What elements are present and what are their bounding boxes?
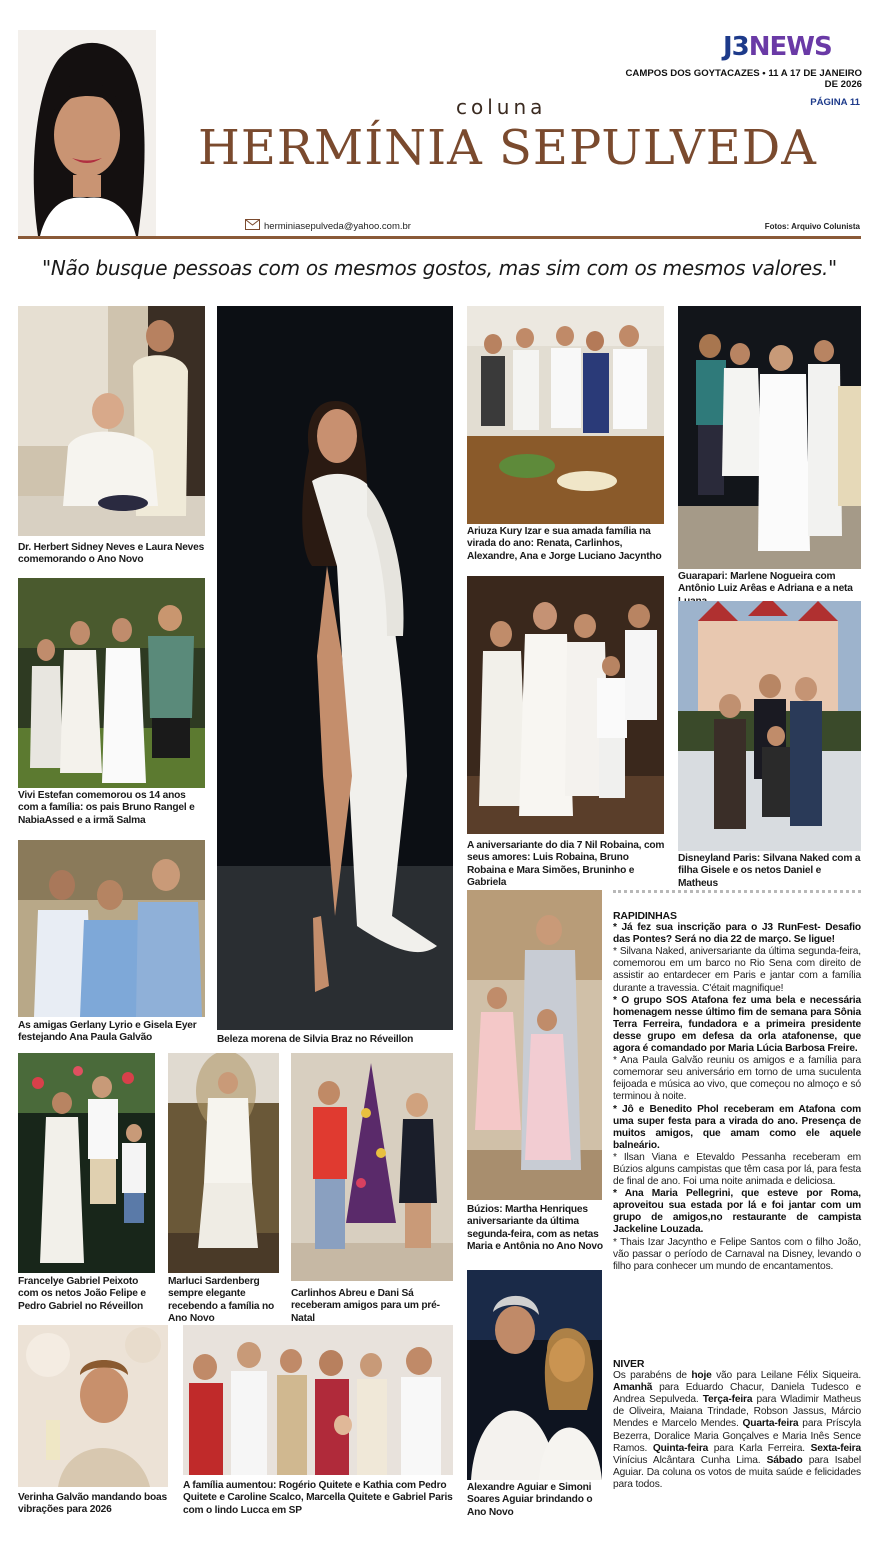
j3news-logo[interactable] <box>723 32 832 62</box>
rapidinhas-item: * O grupo SOS Atafona fez uma bela e necessária homenagem nesse último fim de semana para Sônia Terra Ferreira, fundadora e a primeira presidente desse grupo em defesa da orla atafonense, que agora é comandado por Maria Lúcia Barbosa Freire. <box>613 994 861 1055</box>
brand-j3: J3 <box>723 32 749 62</box>
page-number: PÁGINA 11 <box>810 97 860 108</box>
photo-herbert-laura <box>18 306 205 536</box>
columnist-portrait <box>18 30 156 236</box>
caption-quitete-family: A família aumentou: Rogério Quitete e Kathia com Pedro Quitete e Caroline Scalco, Marcella Quitete e Gabriel Paris com o lindo Lucca em SP <box>183 1480 453 1516</box>
caption-silvia-braz: Beleza morena de Silvia Braz no Réveillon <box>217 1034 414 1045</box>
column-kicker: coluna <box>456 95 547 119</box>
photo-vivi-estefan <box>18 578 205 788</box>
rapidinhas-section <box>613 908 861 1273</box>
photo-credit: Fotos: Arquivo Colunista <box>764 222 860 231</box>
niver-text: Os parabéns de hoje vão para Leilane Félix Siqueira. Amanhã para Eduardo Chacur, Daniela Tudesco e Andrea Sepulveda. Terça-feira para Wladimir Matheus de Oliveira, Maiana Trindade, Robson Jassus, Márcio Mendes e Marcelo Mendes. Quarta-feira para Príscyla Bezerra, Doralice Maria Gonçalves e Maria Inês Sence Ramos. Quinta-feira para Karla Ferreira. Sexta-feira Vinícius Alcântara Cunha Lima. Sábado para Isabel Aguiar. Da coluna os votos de muita saúde e felicidades para todos. <box>613 1370 862 1490</box>
caption-verinha: Verinha Galvão mandando boas vibrações para 2026 <box>18 1492 167 1516</box>
caption-herbert-laura: Dr. Herbert Sidney Neves e Laura Neves comemorando o Ano Novo <box>18 542 205 566</box>
photo-buzios-martha <box>467 890 602 1200</box>
photo-marluci <box>168 1053 279 1273</box>
quote: "Não busque pessoas com os mesmos gostos, mas sim com os mesmos valores." <box>42 256 837 280</box>
niver-section <box>613 1356 861 1491</box>
caption-vivi-estefan: Vivi Estefan comemorou os 14 anos com a família: os pais Bruno Rangel e NabiaAssed e a irmã Salma <box>18 790 195 826</box>
header-rule <box>18 236 861 239</box>
rapidinhas-title: RAPIDINHAS <box>613 910 677 922</box>
brand-news: NEWS <box>748 32 832 62</box>
rapidinhas-item: * Ana Maria Pellegrini, que esteve por Roma, aproveitou sua estada por lá e foi jantar com um grupo de amigos,no restaurante de campista Jackeline Louzada. <box>613 1188 861 1236</box>
rapidinhas-item: * Já fez sua inscrição para o J3 RunFest- Desafio das Pontes? Será no dia 22 de março. Se ligue! <box>613 922 861 946</box>
caption-disneyland: Disneyland Paris: Silvana Naked com a filha Gisele e os netos Daniel e Matheus <box>678 853 861 889</box>
photo-guarapari <box>678 306 861 569</box>
rapidinhas-item: * Ilsan Viana e Etevaldo Pessanha receberam em Búzios alguns campistas que têm casa por lá, para festa de final de ano. Foi uma noite animada e deliciosa. <box>613 1151 861 1188</box>
rapidinhas-item: * Silvana Naked, aniversariante da última segunda-feira, comemorou em um barco no Rio Sena com direito de assistir ao entardecer em Paris e jantar com a família durante a travessia. C'était magnifique! <box>613 946 861 994</box>
photo-francelye <box>18 1053 155 1273</box>
photo-disneyland <box>678 601 861 851</box>
photo-silvia-braz <box>217 306 453 1030</box>
caption-alexandre-simoni: Alexandre Aguiar e Simoni Soares Aguiar brindando o Ano Novo <box>467 1482 593 1518</box>
niver-title: NIVER <box>613 1358 645 1370</box>
photo-alexandre-simoni <box>467 1270 602 1480</box>
caption-buzios-martha: Búzios: Martha Henriques aniversariante da última segunda-feira, com as netas Maria e Antônia no Ano Novo <box>467 1204 603 1253</box>
dotted-divider <box>613 890 861 893</box>
caption-ariuza-family: Ariuza Kury Izar e sua amada família na virada do ano: Renata, Carlinhos, Alexandre, Ana e Jorge Luciano Jacyntho <box>467 526 662 562</box>
envelope-icon <box>245 219 260 230</box>
photo-quitete-family <box>183 1325 453 1475</box>
photo-nil-robaina <box>467 576 664 834</box>
caption-gerlany-gisela: As amigas Gerlany Lyrio e Gisela Eyer festejando Ana Paula Galvão <box>18 1020 197 1044</box>
caption-francelye: Francelye Gabriel Peixoto com os netos João Felipe e Pedro Gabriel no Réveillon <box>18 1276 146 1312</box>
caption-carlinhos-dani: Carlinhos Abreu e Dani Sá receberam amigos para um pré-Natal <box>291 1288 440 1324</box>
column-title: HERMÍNIA SEPULVEDA <box>198 120 817 176</box>
email-address: herminiasepulveda@yahoo.com.br <box>264 221 411 232</box>
photo-ariuza-family <box>467 306 664 524</box>
rapidinhas-item: * Jô e Benedito Phol receberam em Atafona com uma super festa para a virada do ano. Presença de muitos amigos, que amam como ele aquele balneário. <box>613 1103 861 1151</box>
email-row[interactable] <box>245 219 411 232</box>
photo-gerlany-gisela <box>18 840 205 1017</box>
caption-nil-robaina: A aniversariante do dia 7 Nil Robaina, com seus amores: Luis Robaina, Bruno Robaina e Mara Simões, Bruninho e Gabriela <box>467 840 665 889</box>
caption-guarapari: Guarapari: Marlene Nogueira com Antônio Luiz Arêas e Adriana e a neta <box>678 571 853 595</box>
rapidinhas-item: * Ana Paula Galvão reuniu os amigos e a família para comemorar seu aniversário em torno de uma suculenta feijoada e música ao vivo, que começou no almoço e só terminou à noite. <box>613 1055 861 1103</box>
caption-marluci: Marluci Sardenberg sempre elegante recebendo a família no Ano Novo <box>168 1276 274 1325</box>
rapidinhas-item: * Thais Izar Jacyntho e Felipe Santos com o filho João, vão passar o período de Carnaval na Disney, levando o filho para conhecer um mundo de encantamentos. <box>613 1236 861 1272</box>
photo-carlinhos-dani <box>291 1053 453 1281</box>
dateline: CAMPOS DOS GOYTACAZES • 11 A 17 DE JANEIRO DE 2026 <box>625 68 862 90</box>
photo-verinha <box>18 1325 168 1487</box>
